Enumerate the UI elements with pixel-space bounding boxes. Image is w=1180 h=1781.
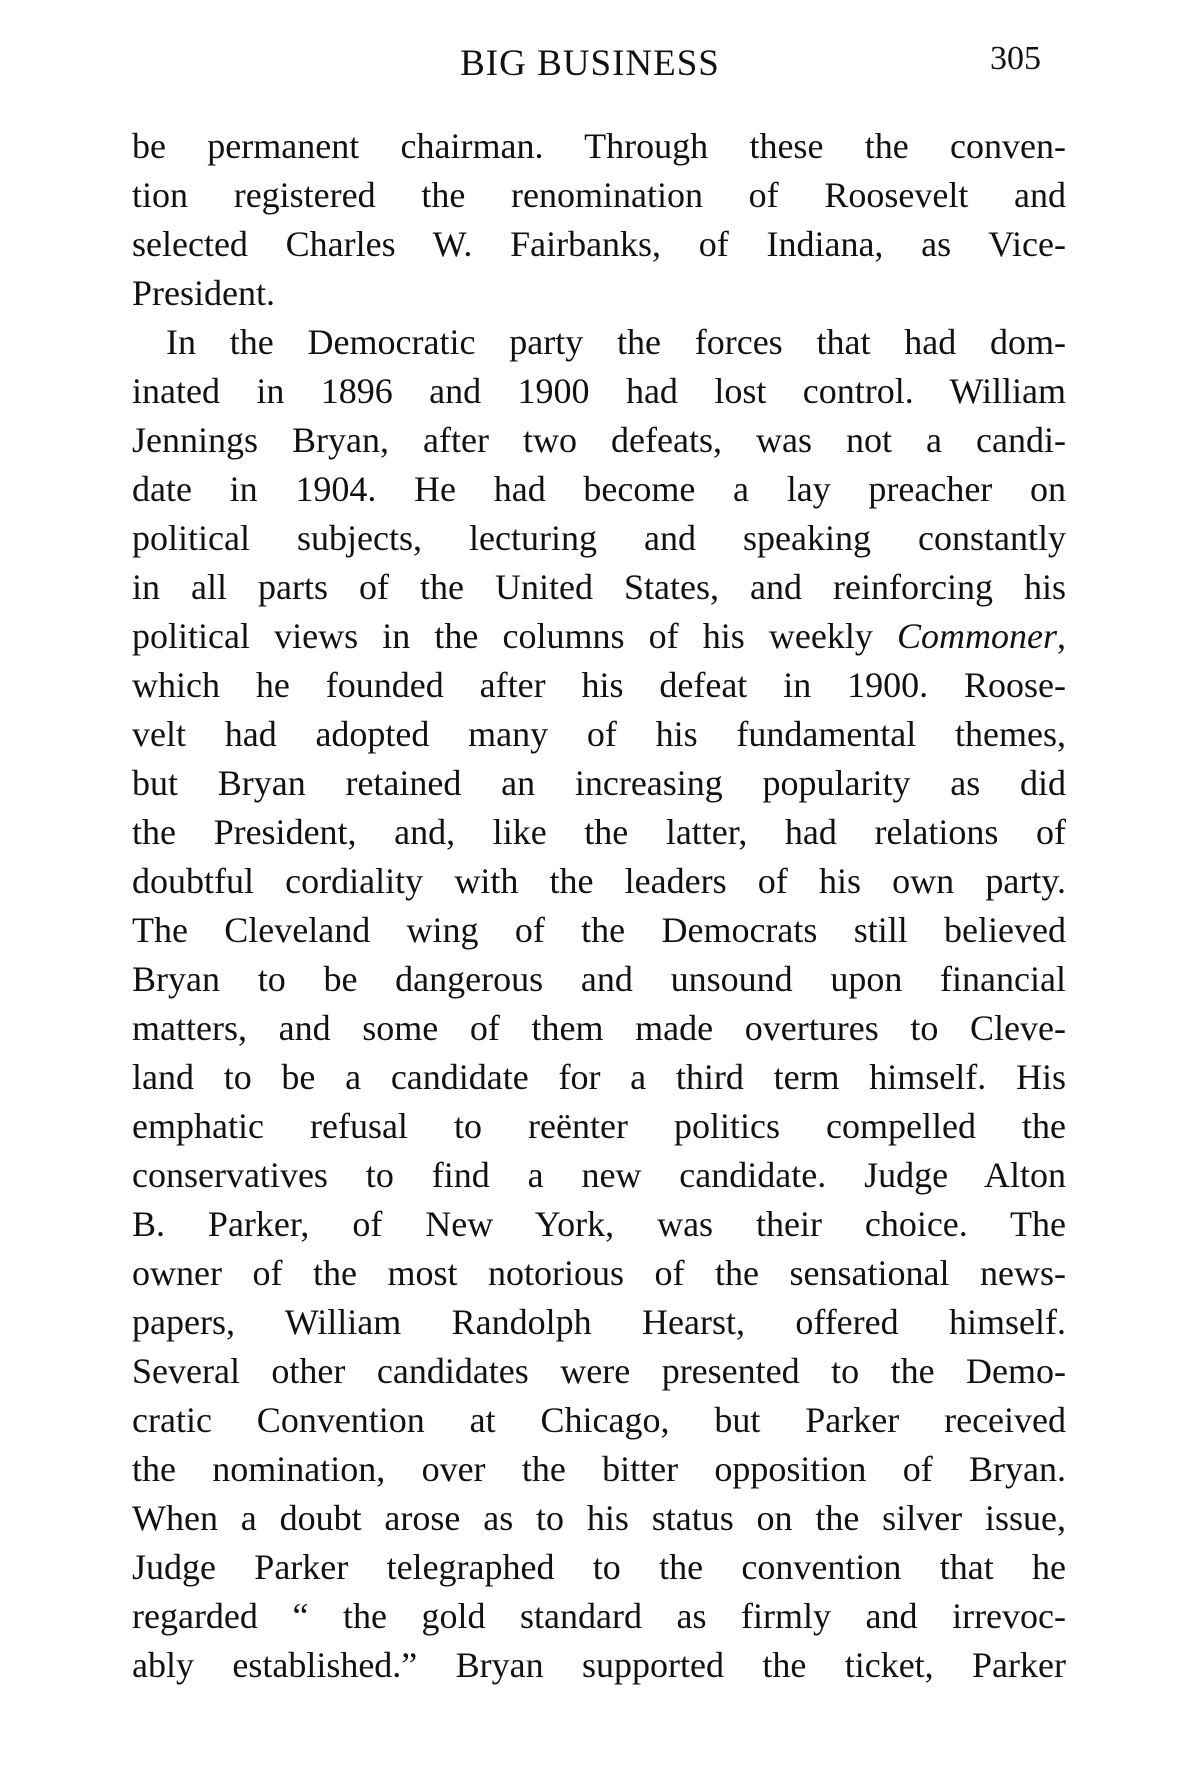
body-text	[132, 122, 1066, 1690]
text-line: matters, and some of them made overtures to Cleve-	[132, 1008, 1066, 1048]
text-line: regarded “ the gold standard as firmly and irrevoc-	[132, 1596, 1066, 1636]
text-line: be permanent chairman. Through these the conven-	[132, 126, 1066, 166]
text-line: the nomination, over the bitter opposition of Bryan.	[132, 1449, 1066, 1489]
running-head	[0, 42, 1180, 92]
text-line: velt had adopted many of his fundamental themes,	[132, 714, 1066, 754]
text-line: land to be a candidate for a third term himself. His	[132, 1057, 1066, 1097]
text-line: inated in 1896 and 1900 had lost control. William	[132, 371, 1066, 411]
text-line: In the Democratic party the forces that had dom-	[166, 322, 1066, 362]
text-line: but Bryan retained an increasing popularity as did	[132, 763, 1066, 803]
running-title: BIG BUSINESS	[460, 43, 720, 84]
text-line: conservatives to find a new candidate. Judge Alton	[132, 1155, 1066, 1195]
text-line: doubtful cordiality with the leaders of his own party.	[132, 861, 1066, 901]
text-line: selected Charles W. Fairbanks, of Indiana, as Vice-	[132, 224, 1066, 264]
text-line: Bryan to be dangerous and unsound upon financial	[132, 959, 1066, 999]
text-line: Jennings Bryan, after two defeats, was not a candi-	[132, 420, 1066, 460]
text-line: which he founded after his defeat in 1900. Roose-	[132, 665, 1066, 705]
text-line: political subjects, lecturing and speaking constantly	[132, 518, 1066, 558]
page-number: 305	[990, 40, 1041, 77]
text-line: ably established.” Bryan supported the ticket, Parker	[132, 1645, 1066, 1685]
periodical-title: Commoner	[897, 616, 1057, 656]
text-line: the President, and, like the latter, had relations of	[132, 812, 1066, 852]
text-segment: ,	[1057, 616, 1066, 656]
text-line: date in 1904. He had become a lay preacher on	[132, 469, 1066, 509]
text-line: tion registered the renomination of Roosevelt and	[132, 175, 1066, 215]
text-line: emphatic refusal to reënter politics compelled the	[132, 1106, 1066, 1146]
text-line: Judge Parker telegraphed to the convention that he	[132, 1547, 1066, 1587]
text-line: The Cleveland wing of the Democrats still believed	[132, 910, 1066, 950]
text-line: When a doubt arose as to his status on the silver issue,	[132, 1498, 1066, 1538]
text-line: in all parts of the United States, and reinforcing his	[132, 567, 1066, 607]
text-line	[132, 612, 1066, 661]
text-segment: political views in the columns of his weekly	[132, 616, 897, 656]
text-line: Several other candidates were presented to the Demo-	[132, 1351, 1066, 1391]
text-line: B. Parker, of New York, was their choice. The	[132, 1204, 1066, 1244]
text-line: papers, William Randolph Hearst, offered himself.	[132, 1302, 1066, 1342]
text-line: owner of the most notorious of the sensational news-	[132, 1253, 1066, 1293]
text-line: President.	[132, 273, 275, 313]
text-line: cratic Convention at Chicago, but Parker received	[132, 1400, 1066, 1440]
